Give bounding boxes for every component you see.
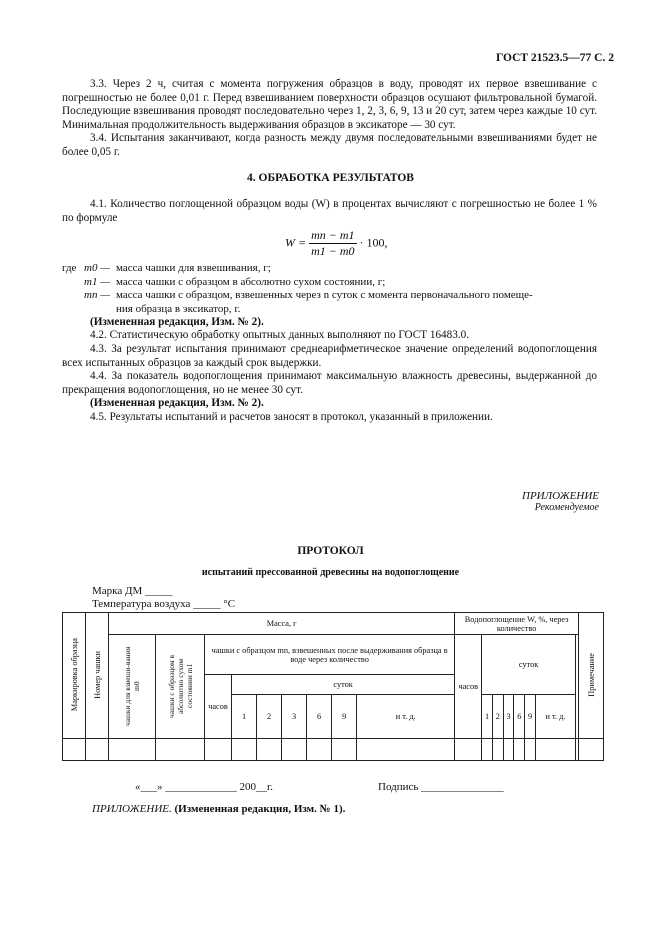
header-marking: Маркировка образца xyxy=(63,613,86,739)
where-symbol: mn — xyxy=(84,289,110,302)
appendix-heading xyxy=(522,490,599,513)
appendix-subtitle: Рекомендуемое xyxy=(534,502,599,513)
header-days: суток xyxy=(232,675,455,695)
footer-note xyxy=(92,803,345,815)
data-cell xyxy=(109,739,156,761)
where-list xyxy=(62,262,597,316)
header-absorption: Водопоглощение W, %, через количество xyxy=(455,613,579,635)
formula-numerator: mn − m1 xyxy=(311,228,355,242)
where-symbol: m0 — xyxy=(84,262,110,274)
data-cell xyxy=(455,739,482,761)
footer-label: ПРИЛОЖЕНИЕ. xyxy=(92,803,172,815)
where-text: масса чашки с образцом, взвешенных через n суток с момента первоначального помеще- xyxy=(116,289,533,302)
formula-denominator: m1 − m0 xyxy=(311,244,355,258)
day-cell: 3 xyxy=(282,695,307,739)
day-cell: 9 xyxy=(332,695,357,739)
signature-line: Подпись _______________ xyxy=(378,781,504,793)
formula-tail: · 100, xyxy=(359,235,388,250)
data-cell xyxy=(63,739,86,761)
paragraph-3-4: 3.4. Испытания заканчивают, когда разность между двумя последовательными взвешиваниями будет не более 0,05 г. xyxy=(62,132,597,158)
where-text: масса чашки для взвешивания, г; xyxy=(116,262,271,274)
where-prefix xyxy=(62,289,84,303)
day-cell: 6 xyxy=(307,695,332,739)
protocol-subtitle: испытаний прессованной древесины на водопоглощение xyxy=(201,567,460,578)
header-hours-absorption: часов xyxy=(455,635,482,739)
amendment-note: (Измененная редакция, Изм. № 2). xyxy=(90,316,264,328)
data-cell xyxy=(525,739,536,761)
day-cell: 3 xyxy=(503,695,514,739)
appendix-label: ПРИЛОЖЕНИЕ xyxy=(522,490,599,502)
data-cell xyxy=(493,739,504,761)
date-line: «___» _____________ 200__г. xyxy=(135,781,274,793)
data-cell xyxy=(156,739,205,761)
formula-lhs: W = xyxy=(285,235,307,250)
data-cell xyxy=(357,739,455,761)
day-cell: 9 xyxy=(525,695,536,739)
spacer xyxy=(576,635,579,739)
header-cup-dry: чашки с образцом в абсолютно сухом состоянии m1 xyxy=(156,635,205,739)
data-cell xyxy=(205,739,232,761)
grade-field: Марка ДМ _____ xyxy=(92,585,173,597)
data-cell xyxy=(514,739,525,761)
header-cup-number: Номер чашки xyxy=(86,613,109,739)
data-cell xyxy=(232,739,257,761)
data-cell xyxy=(332,739,357,761)
section-title: 4. ОБРАБОТКА РЕЗУЛЬТАТОВ xyxy=(247,172,414,184)
day-cell: и т. д. xyxy=(535,695,575,739)
where-text: масса чашки с образцом в абсолютно сухом состоянии, г; xyxy=(116,275,386,288)
paragraph-4-1: 4.1. Количество поглощенной образцом воды (W) в процентах вычисляют с погрешностью не более 1 % по формуле xyxy=(62,198,597,224)
data-cell xyxy=(482,739,493,761)
footer-amendment: (Измененная редакция, Изм. № 1). xyxy=(174,803,346,815)
day-cell: 2 xyxy=(257,695,282,739)
temperature-field: Температура воздуха _____ °С xyxy=(92,598,236,610)
formula-fraction xyxy=(309,228,356,259)
where-symbol xyxy=(84,303,116,317)
paragraph-3-3: 3.3. Через 2 ч, считая с момента погружения образцов в воду, проводят их первое взвешивание с погрешностью не более 0,01 г. Перед взвешиванием поверхности образцов осушают фильтровальной бумагой. Последующие взвешивания проводят последовательно через 1, 2, 3, 6, 9, 13 и 20 сут, затем через каждые 10 сут. Минимальная продолжительность выдерживания образцов в эксикаторе — 30 сут. xyxy=(62,78,597,131)
data-cell xyxy=(535,739,575,761)
day-cell: 1 xyxy=(482,695,493,739)
data-cell xyxy=(579,739,604,761)
header-note: Примечание xyxy=(579,613,604,739)
day-cell: 6 xyxy=(514,695,525,739)
page-header: ГОСТ 21523.5—77 С. 2 xyxy=(495,52,614,64)
amendment-note: (Измененная редакция, Изм. № 2). xyxy=(90,397,264,409)
where-symbol: m1 — xyxy=(84,275,110,288)
paragraph-4-5: 4.5. Результаты испытаний и расчетов заносят в протокол, указанный в приложении. xyxy=(90,411,493,423)
day-cell: 2 xyxy=(493,695,504,739)
where-text: ния образца в эксикатор, г. xyxy=(116,302,241,315)
where-prefix: где xyxy=(62,262,77,274)
data-cell xyxy=(307,739,332,761)
header-mass: Масса, г xyxy=(109,613,455,635)
day-cell: 1 xyxy=(232,695,257,739)
header-hours: часов xyxy=(205,675,232,739)
protocol-fields xyxy=(92,585,235,611)
where-prefix xyxy=(62,276,84,290)
paragraph-4-2: 4.2. Статистическую обработку опытных данных выполняют по ГОСТ 16483.0. xyxy=(90,329,470,341)
day-cell: и т. д. xyxy=(357,695,455,739)
data-cell xyxy=(503,739,514,761)
paragraph-4-3: 4.3. За результат испытания принимают среднеарифметическое значение определений водопоглощения всех испытанных образцов за каждый срок выдержки. xyxy=(62,343,597,369)
where-prefix xyxy=(62,303,84,317)
header-days-absorption: суток xyxy=(482,635,576,695)
header-cup-weigh: чашки для взвеши-вания m0 xyxy=(109,635,156,739)
header-cup-sample: чашки с образцом mn, взвешенных после выдерживания образца в воде через количество xyxy=(205,635,455,675)
data-cell xyxy=(257,739,282,761)
protocol-table xyxy=(62,612,604,761)
data-cell xyxy=(282,739,307,761)
data-cell xyxy=(86,739,109,761)
formula xyxy=(285,228,388,259)
paragraph-4-4: 4.4. За показатель водопоглощения принимают максимальную влажность древесины, выдержанной до прекращения водопоглощения, но не менее 30 сут. xyxy=(62,370,597,396)
protocol-title: ПРОТОКОЛ xyxy=(297,545,364,557)
